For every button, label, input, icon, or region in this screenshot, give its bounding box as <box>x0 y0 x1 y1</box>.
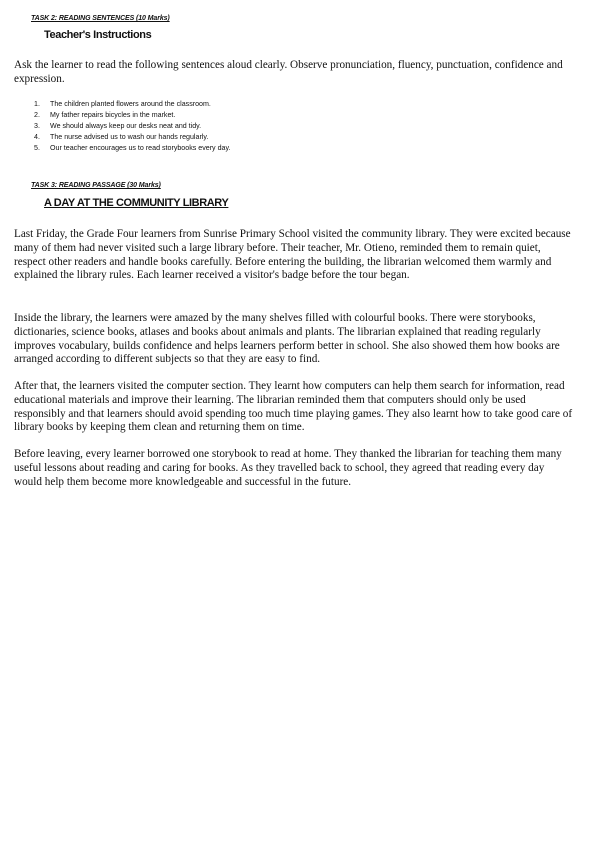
sentence-item: 3. We should always keep our desks neat and tidy. <box>34 122 202 130</box>
task2-instructions: Ask the learner to read the following sentences aloud clearly. Observe pronunciation, fluency, punctuation, confidence and expression. <box>14 59 563 85</box>
sentence-item: 1. The children planted flowers around the classroom. <box>34 100 211 108</box>
passage-paragraph: After that, the learners visited the computer section. They learnt how computers can help them search for information, read educational materials and improve their learning. The librarian reminded them that computers should only be used responsibly and that learners should avoid spending too much time playing games. They also learnt how to take good care of library books by keeping them clean and returning them on time. <box>14 380 573 434</box>
sentence-item: 2. My father repairs bicycles in the market. <box>34 111 176 119</box>
passage-title: A DAY AT THE COMMUNITY LIBRARY <box>44 197 229 209</box>
teacher-instructions-heading: Teacher's Instructions <box>44 29 152 41</box>
sentence-list <box>34 99 230 154</box>
passage-paragraph: Last Friday, the Grade Four learners from Sunrise Primary School visited the community library. They were excited because many of them had never visited such a large library before. Their teacher, Mr. Otieno, reminded them to remain quiet, respect other readers and handle books carefully. Before entering the building, the librarian welcomed them warmly and explained the library rules. Each learner received a visitor's badge before the tour began. <box>14 228 571 282</box>
passage-paragraph: Inside the library, the learners were amazed by the many shelves filled with colourful books. There were storybooks, dictionaries, science books, atlases and books about animals and plants. The librarian explained that reading regularly improves vocabulary, builds confidence and helps learners perform better in school. She also showed them how books are arranged according to different subjects so that they are easy to find. <box>14 312 560 366</box>
task3-heading: TASK 3: READING PASSAGE (30 Marks) <box>31 182 161 189</box>
task2-heading: TASK 2: READING SENTENCES (10 Marks) <box>31 15 170 22</box>
sentence-item: 5. Our teacher encourages us to read storybooks every day. <box>34 144 231 152</box>
sentence-item: 4. The nurse advised us to wash our hands regularly. <box>34 133 209 141</box>
passage-paragraph: Before leaving, every learner borrowed one storybook to read at home. They thanked the librarian for teaching them many useful lessons about reading and caring for books. As they travelled back to school, they agreed that reading every day would help them become more knowledgeable and successful in the future. <box>14 448 562 488</box>
